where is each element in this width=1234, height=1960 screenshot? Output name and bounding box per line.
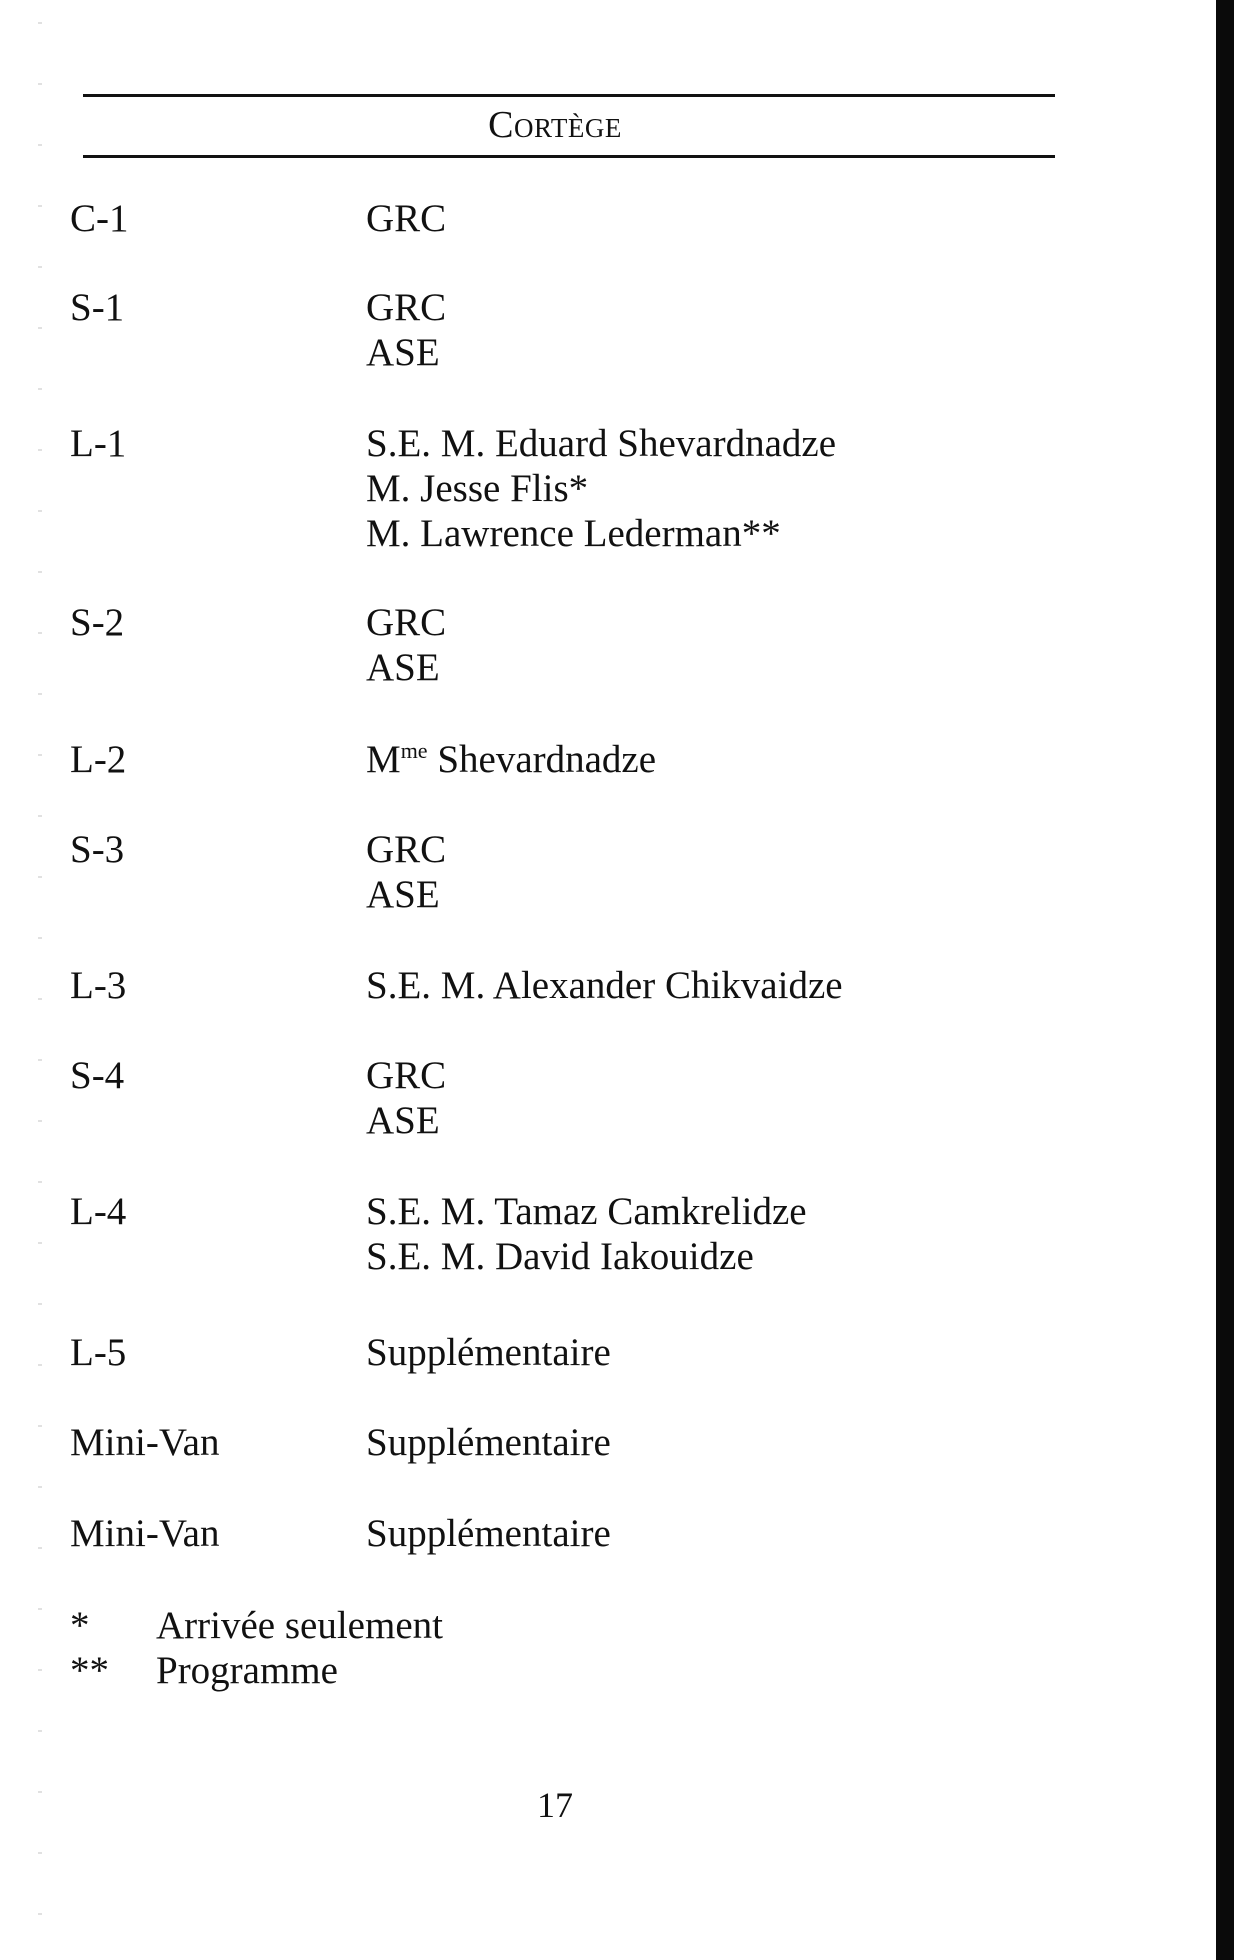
occupant: M. Jesse Flis* (366, 467, 589, 510)
occupant: S.E. M. Eduard Shevardnadze (366, 422, 837, 465)
vehicle-occupants (366, 600, 446, 690)
vehicle-occupants (366, 827, 446, 917)
vehicle-code: C-1 (70, 197, 129, 240)
vehicle-code: S-1 (70, 286, 125, 329)
vehicle-code: S-2 (70, 601, 125, 644)
vehicle-occupants (366, 421, 836, 556)
occupant: GRC (366, 197, 447, 240)
occupant-title: M (366, 738, 401, 781)
footnote-marker: * (70, 1604, 90, 1647)
occupant (366, 737, 656, 782)
vehicle-code: L-4 (70, 1190, 127, 1233)
vehicle-occupants (366, 963, 843, 1008)
vehicle-code: L-5 (70, 1331, 127, 1374)
occupant: ASE (366, 331, 440, 374)
footnote-marker: ** (70, 1649, 109, 1692)
vehicle-code: Mini-Van (70, 1512, 220, 1555)
vehicle-occupants (366, 196, 446, 241)
occupant: M. Lawrence Lederman** (366, 512, 781, 555)
vehicle-occupants (366, 285, 446, 375)
footnote-text: Arrivée seulement (156, 1604, 443, 1647)
page-number: 17 (537, 1785, 573, 1825)
vehicle-code: L-1 (70, 422, 127, 465)
vehicle-occupants (366, 1511, 611, 1556)
occupant: GRC (366, 1054, 447, 1097)
vehicle-occupants (366, 1053, 446, 1143)
page-title: Cortège (488, 104, 622, 146)
occupant: ASE (366, 646, 440, 689)
vehicle-code: L-2 (70, 738, 127, 781)
vehicle-code: Mini-Van (70, 1421, 220, 1464)
title-rule-bottom (83, 155, 1055, 158)
occupant: Supplémentaire (366, 1512, 611, 1555)
occupant-title-superscript: me (400, 738, 428, 763)
occupant: Supplémentaire (366, 1331, 611, 1374)
scan-margin-artifact (38, 0, 42, 1960)
footnote-text: Programme (156, 1649, 338, 1692)
title-rule-top (83, 94, 1055, 97)
vehicle-occupants (366, 1420, 611, 1465)
occupant: GRC (366, 601, 447, 644)
vehicle-occupants (366, 1189, 807, 1279)
vehicle-code: L-3 (70, 964, 127, 1007)
occupant: S.E. M. David Iakouidze (366, 1235, 754, 1278)
occupant: S.E. M. Alexander Chikvaidze (366, 964, 843, 1007)
scan-edge-bar (1216, 0, 1234, 1960)
occupant: S.E. M. Tamaz Camkrelidze (366, 1190, 807, 1233)
vehicle-code: S-3 (70, 828, 125, 871)
occupant: GRC (366, 286, 447, 329)
occupant: GRC (366, 828, 447, 871)
occupant: ASE (366, 873, 440, 916)
vehicle-occupants (366, 737, 656, 782)
occupant: Supplémentaire (366, 1421, 611, 1464)
occupant-surname: Shevardnadze (427, 738, 657, 781)
occupant: ASE (366, 1099, 440, 1142)
vehicle-code: S-4 (70, 1054, 125, 1097)
vehicle-occupants (366, 1330, 611, 1375)
